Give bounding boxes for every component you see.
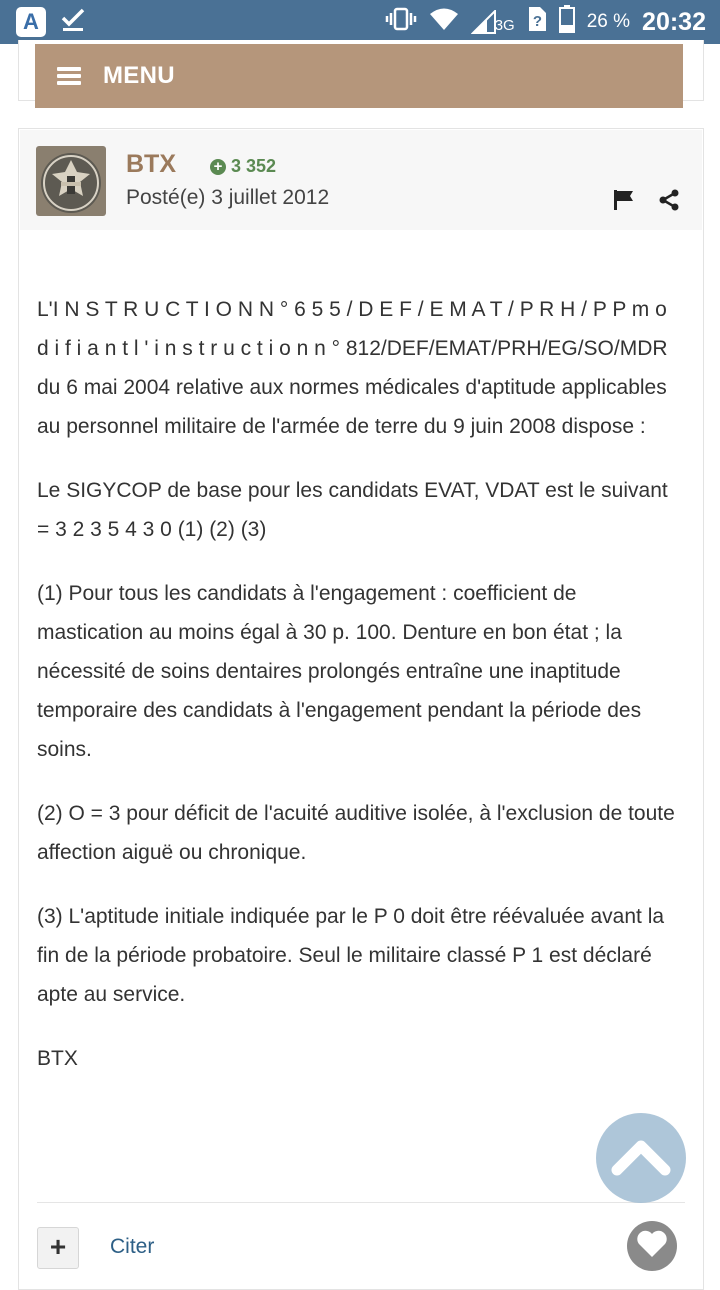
- paragraph: (2) O = 3 pour déficit de l'acuité auditive isolée, à l'exclusion de toute affection aiguë ou chronique.: [37, 802, 675, 864]
- wifi-icon: [429, 7, 459, 37]
- menu-label: MENU: [103, 62, 175, 89]
- avatar[interactable]: [36, 146, 106, 216]
- paragraph: L'I N S T R U C T I O N N ° 6 5 5 / D E F / E M A T / P R H / P P m o d i f i a n t l ' i n s t r u c t i o n n ° 812/DEF/EMAT/PRH/EG/SO/MDR du 6 mai 2004 relative aux normes médicales d'aptitude applicables au personnel militaire de l'armée de terre du 9 juin 2008 dispose :: [37, 298, 668, 438]
- divider: [37, 1202, 685, 1203]
- multiquote-button[interactable]: +: [37, 1227, 79, 1269]
- app-icon: A: [16, 7, 46, 37]
- menu-bar[interactable]: [35, 44, 683, 108]
- flag-icon[interactable]: [612, 188, 636, 217]
- battery-icon: [559, 5, 575, 39]
- author-name[interactable]: BTX: [126, 150, 176, 178]
- signature: BTX: [37, 1047, 78, 1070]
- signal-icon: 3G: [471, 10, 515, 34]
- plus-circle-icon: +: [210, 159, 226, 175]
- clock: 20:32: [642, 7, 706, 36]
- post-date: Posté(e) 3 juillet 2012: [126, 186, 330, 209]
- status-bar: [0, 0, 720, 44]
- like-button[interactable]: [627, 1221, 677, 1271]
- share-icon[interactable]: [657, 188, 681, 217]
- post-header: [20, 130, 702, 230]
- svg-text:?: ?: [532, 13, 542, 30]
- menu-icon[interactable]: [57, 67, 81, 85]
- heart-icon: [636, 1229, 668, 1264]
- paragraph: (3) L'aptitude initiale indiquée par le P 0 doit être réévaluée avant la fin de la période probatoire. Seul le militaire classé P 1 est déclaré apte au service.: [37, 905, 665, 1006]
- paragraph: Le SIGYCOP de base pour les candidats EVAT, VDAT est le suivant = 3 2 3 5 4 3 0 (1) (2) (3): [37, 479, 668, 541]
- check-icon: [60, 6, 86, 37]
- post-content: [37, 290, 682, 1103]
- battery-percent: 26 %: [586, 11, 631, 32]
- scroll-top-button[interactable]: [596, 1113, 686, 1203]
- chevron-up-icon: [611, 1136, 671, 1181]
- sim-icon: [527, 6, 547, 38]
- paragraph: (1) Pour tous les candidats à l'engagement : coefficient de mastication au moins égal à 30 p. 100. Denture en bon état ; la nécessité de soins dentaires prolongés entraîne une inaptitude temporaire des candidats à l'engagement pendant la période des soins.: [37, 582, 642, 761]
- vibrate-icon: [385, 6, 417, 38]
- quote-link[interactable]: Citer: [110, 1235, 155, 1258]
- reputation-badge: + 3 352: [210, 156, 276, 177]
